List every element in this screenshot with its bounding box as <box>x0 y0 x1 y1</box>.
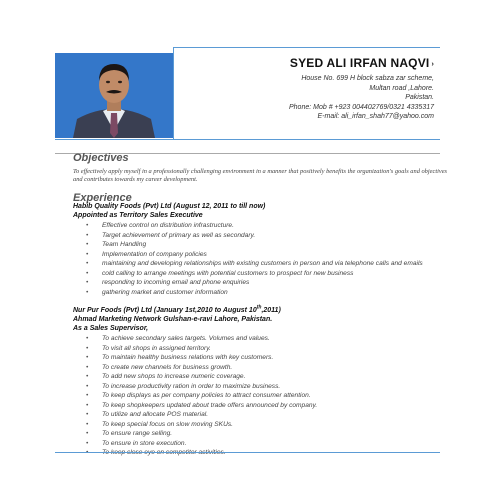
list-item: • Target achievement of primary as well as secondary. <box>86 231 446 241</box>
list-item: • To add new shops to increase numeric coverage. <box>86 372 446 382</box>
list-item: • To visit all shops in assigned territory. <box>86 344 446 354</box>
list-item: • To ensure in store execution. <box>86 439 446 449</box>
header-divider <box>173 47 174 139</box>
list-item: • To increase productivity ration in order to maximize business. <box>86 382 446 392</box>
job-header-nurpur <box>73 304 443 333</box>
list-item: • To create new channels for business growth. <box>86 363 446 373</box>
bottom-rule <box>55 452 440 453</box>
objectives-heading: Objectives <box>73 152 129 164</box>
duties-list-habib <box>86 221 446 297</box>
address-line: Pakistan. <box>405 94 434 102</box>
candidate-name <box>290 56 434 70</box>
objectives-text: To effectively apply myself in a professionally challenging environment in a manner that positively benefits the organization's goals and objectives and contributes towards my career development. <box>73 168 448 183</box>
list-item: • To keep displays as per company policies to attract consumer attention. <box>86 391 446 401</box>
company-line: Habib Quality Foods (Pvt) Ltd (August 12, 2011 to till now) <box>73 203 266 210</box>
header-top-rule <box>173 47 440 48</box>
address-line: House No. 699 H block sabza zar scheme, <box>301 75 434 82</box>
list-item: • To maintain healthy business relations with key customers. <box>86 353 446 363</box>
list-item: • To keep special focus on slow moving SKUs. <box>86 420 446 430</box>
list-item: • maintaining and developing relationships with existing customers in person and via telephone calls and emails <box>86 259 446 269</box>
list-item: • Team Handling <box>86 240 446 250</box>
company-line-part: Nur Pur Foods (Pvt) Ltd (January 1st,2010 to August 10 <box>73 307 257 314</box>
profile-photo <box>55 53 173 138</box>
company-line-sup: th <box>256 304 262 311</box>
job-header-habib <box>73 203 443 221</box>
list-item: • To achieve secondary sales targets. Volumes and values. <box>86 334 446 344</box>
name-marker: › <box>431 61 434 68</box>
email-line: E-mail: ali_irfan_shah77@yahoo.com <box>317 113 434 121</box>
phone-line: Phone: Mob # +923 004402769/0321 4335317 <box>289 103 434 111</box>
list-item: • To ensure range selling. <box>86 429 446 439</box>
list-item: • To keep shopkeepers updated about trade offers announced by company. <box>86 401 446 411</box>
list-item: • responding to incoming email and phone enquiries <box>86 278 446 288</box>
name-text: SYED ALI IRFAN NAQVI <box>289 56 430 70</box>
list-item: • Effective control on distribution infrastructure. <box>86 221 446 231</box>
list-item: • gathering market and customer information <box>86 288 446 298</box>
company-line <box>73 304 443 316</box>
employer-line: Ahmad Marketing Network Gulshan-e-ravi Lahore, Pakistan. <box>73 315 273 323</box>
list-item: • To utilize and allocate POS material. <box>86 410 446 420</box>
role-line: Appointed as Territory Sales Executive <box>73 211 203 219</box>
duties-list-nurpur <box>86 334 446 458</box>
header-bottom-rule <box>55 139 440 140</box>
role-line: As a Sales Supervisor, <box>73 324 149 332</box>
contact-block <box>289 74 434 122</box>
company-line-part: ,2011) <box>261 307 281 314</box>
list-item: • cold calling to arrange meetings with potential customers to prospect for new business <box>86 269 446 279</box>
address-line: Multan road ,Lahore. <box>369 84 434 92</box>
list-item: • Implementation of company policies <box>86 250 446 260</box>
experience-heading: Experience <box>73 192 132 204</box>
